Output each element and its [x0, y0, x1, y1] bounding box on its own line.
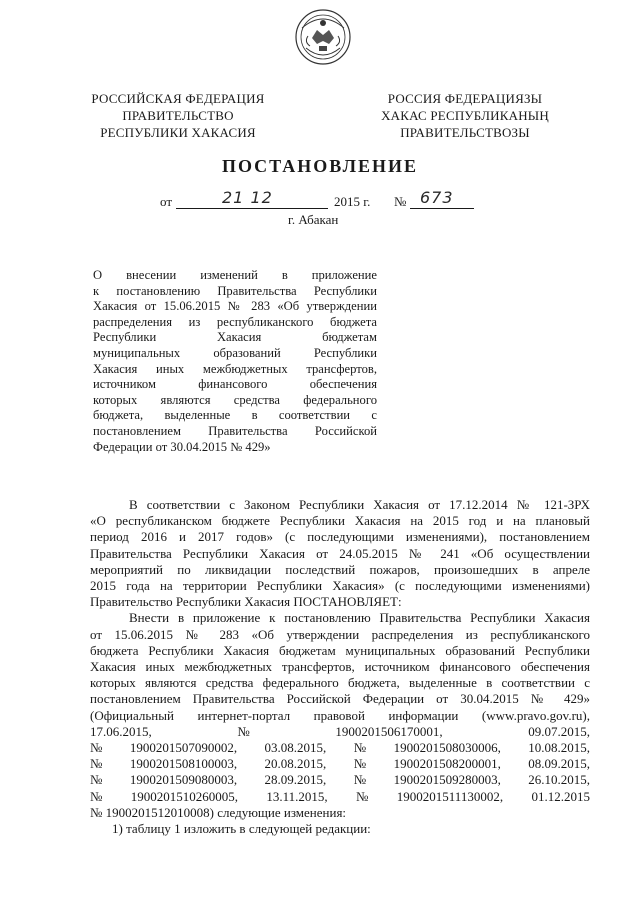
- subject-line: Хакасия иных межбюджетных трансфертов,: [93, 361, 377, 376]
- registry-cell: №: [90, 756, 103, 772]
- registry-cell: №: [237, 723, 250, 739]
- registry-cell: 1900201508200001,: [393, 756, 501, 772]
- registry-cell: №: [90, 740, 103, 756]
- subject-line: постановлением Правительства Российской: [93, 423, 377, 438]
- subject-line: которых являются средства федерального: [93, 392, 377, 407]
- body-line: «О республиканском бюджете Республики Хакасия на 2015 год и на плановый: [90, 513, 590, 529]
- registry-cell: 1900201508030006,: [393, 740, 501, 756]
- registry-cell: №: [353, 740, 367, 756]
- registry-cell: 01.12.2015: [531, 788, 590, 804]
- subject-line: к постановлению Правительства Республики: [93, 283, 377, 298]
- registry-cell: 10.08.2015,: [528, 740, 590, 756]
- body-line: мероприятий по ликвидации последствий пожаров, произошедших в апреле: [90, 561, 590, 577]
- body-line: В соответствии с Законом Республики Хакасия от 17.12.2014 № 121-ЗРХ: [129, 497, 590, 512]
- body-line: (Официальный интернет-портал правовой информации (www.pravo.gov.ru),: [90, 707, 590, 723]
- header-right-line-1: РОССИЯ ФЕДЕРАЦИЯЗЫ: [387, 91, 543, 106]
- number-label: №: [394, 194, 407, 209]
- registry-cell: №: [90, 788, 103, 804]
- registry-cell: 17.06.2015,: [90, 723, 152, 739]
- body-line: Правительства Республики Хакасия от 24.05.2015 № 241 «Об осуществлении: [90, 545, 590, 561]
- header-left-line-2: ПРАВИТЕЛЬСТВО: [122, 108, 234, 123]
- registry-cell: 03.08.2015,: [264, 740, 327, 756]
- body-line: которых являются средства федерального бюджета, выделенные в соответствии с: [90, 675, 590, 691]
- body-line: № 1900201512010008) следующие изменения:: [90, 804, 347, 820]
- subject-line: Федерации от 30.04.2015 № 429»: [93, 439, 271, 454]
- body-line: Внести в приложение к постановлению Правительства Республики Хакасия: [129, 610, 590, 626]
- registry-cell: №: [356, 788, 369, 804]
- registry-cell: №: [353, 772, 367, 788]
- header-right-line-2: ХАКАС РЕСПУБЛИКАНЫҢ: [381, 108, 549, 123]
- header-left-line-1: РОССИЙСКАЯ ФЕДЕРАЦИЯ: [91, 91, 265, 106]
- handwritten-number: 673: [420, 188, 454, 207]
- date-year: 2015 г.: [334, 194, 371, 209]
- registry-row: [90, 740, 590, 756]
- subject-line: Хакасия от 15.06.2015 № 283 «Об утверждении: [93, 299, 377, 314]
- header-left-line-3: РЕСПУБЛИКИ ХАКАСИЯ: [100, 125, 256, 140]
- subject-line: муниципальных образований Республики: [93, 345, 377, 360]
- subject-line: бюджета, выделенные в соответствии с: [93, 408, 377, 423]
- registry-cell: 1900201507090002,: [129, 740, 238, 756]
- registry-cell: 28.09.2015,: [264, 772, 327, 788]
- body-line: 2015 года на территории Республики Хакасия» (с последующими изменениями): [90, 578, 590, 594]
- date-line: [0, 188, 640, 214]
- subject-line: распределения из республиканского бюджета: [93, 314, 377, 329]
- registry-row: [90, 724, 590, 740]
- coat-of-arms-icon: [294, 8, 352, 66]
- date-from-label: от: [160, 194, 173, 209]
- header-right: [360, 90, 570, 141]
- body-line: от 15.06.2015 № 283 «Об утверждении распределения из республиканского: [90, 626, 590, 642]
- city: г. Абакан: [288, 212, 339, 227]
- subject-line: О внесении изменений в приложение: [93, 268, 377, 282]
- body-line: Хакасия иных межбюджетных трансфертов, источником финансового обеспечения: [90, 659, 590, 675]
- body-line: постановлением Правительства Российской Федерации от 30.04.2015 № 429»: [90, 691, 590, 707]
- registry-cell: 1900201510260005,: [130, 788, 239, 804]
- handwritten-date: 21 12: [222, 188, 273, 207]
- registry-cell: 26.10.2015,: [528, 772, 590, 788]
- body-line: 1) таблицу 1 изложить в следующей редакции:: [112, 821, 371, 837]
- body-line: период 2016 и 2017 годов» (с последующими изменениями), постановлением: [90, 529, 590, 545]
- registry-cell: 13.11.2015,: [266, 788, 328, 804]
- registry-cell: 09.07.2015,: [528, 723, 590, 739]
- registry-cell: 1900201508100003,: [129, 756, 238, 772]
- registry-cell: №: [353, 756, 367, 772]
- registry-cell: 08.09.2015,: [528, 756, 590, 772]
- header-left: [78, 90, 278, 141]
- body-line: бюджета Республики Хакасия бюджетам муниципальных образований Республики: [90, 642, 590, 658]
- registry-row: [90, 756, 590, 772]
- header-right-line-3: ПРАВИТЕЛЬСТВОЗЫ: [400, 125, 530, 140]
- registry-cell: 20.08.2015,: [264, 756, 327, 772]
- registry-cell: 1900201511130002,: [396, 788, 504, 804]
- registry-cell: 1900201506170001,: [335, 723, 443, 739]
- registry-cell: №: [90, 772, 103, 788]
- registry-cell: 1900201509280003,: [393, 772, 501, 788]
- subject-line: Республики Хакасия бюджетам: [93, 330, 377, 345]
- registry-row: [90, 772, 590, 788]
- document-body: [90, 497, 590, 837]
- document-title: ПОСТАНОВЛЕНИЕ: [221, 156, 419, 176]
- subject-block: [93, 268, 377, 455]
- registry-cell: 1900201509080003,: [129, 772, 238, 788]
- subject-line: источником финансового обеспечения: [93, 377, 377, 392]
- body-line: Правительство Республики Хакасия ПОСТАНОВЛЯЕТ:: [90, 594, 402, 610]
- registry-row: [90, 789, 590, 805]
